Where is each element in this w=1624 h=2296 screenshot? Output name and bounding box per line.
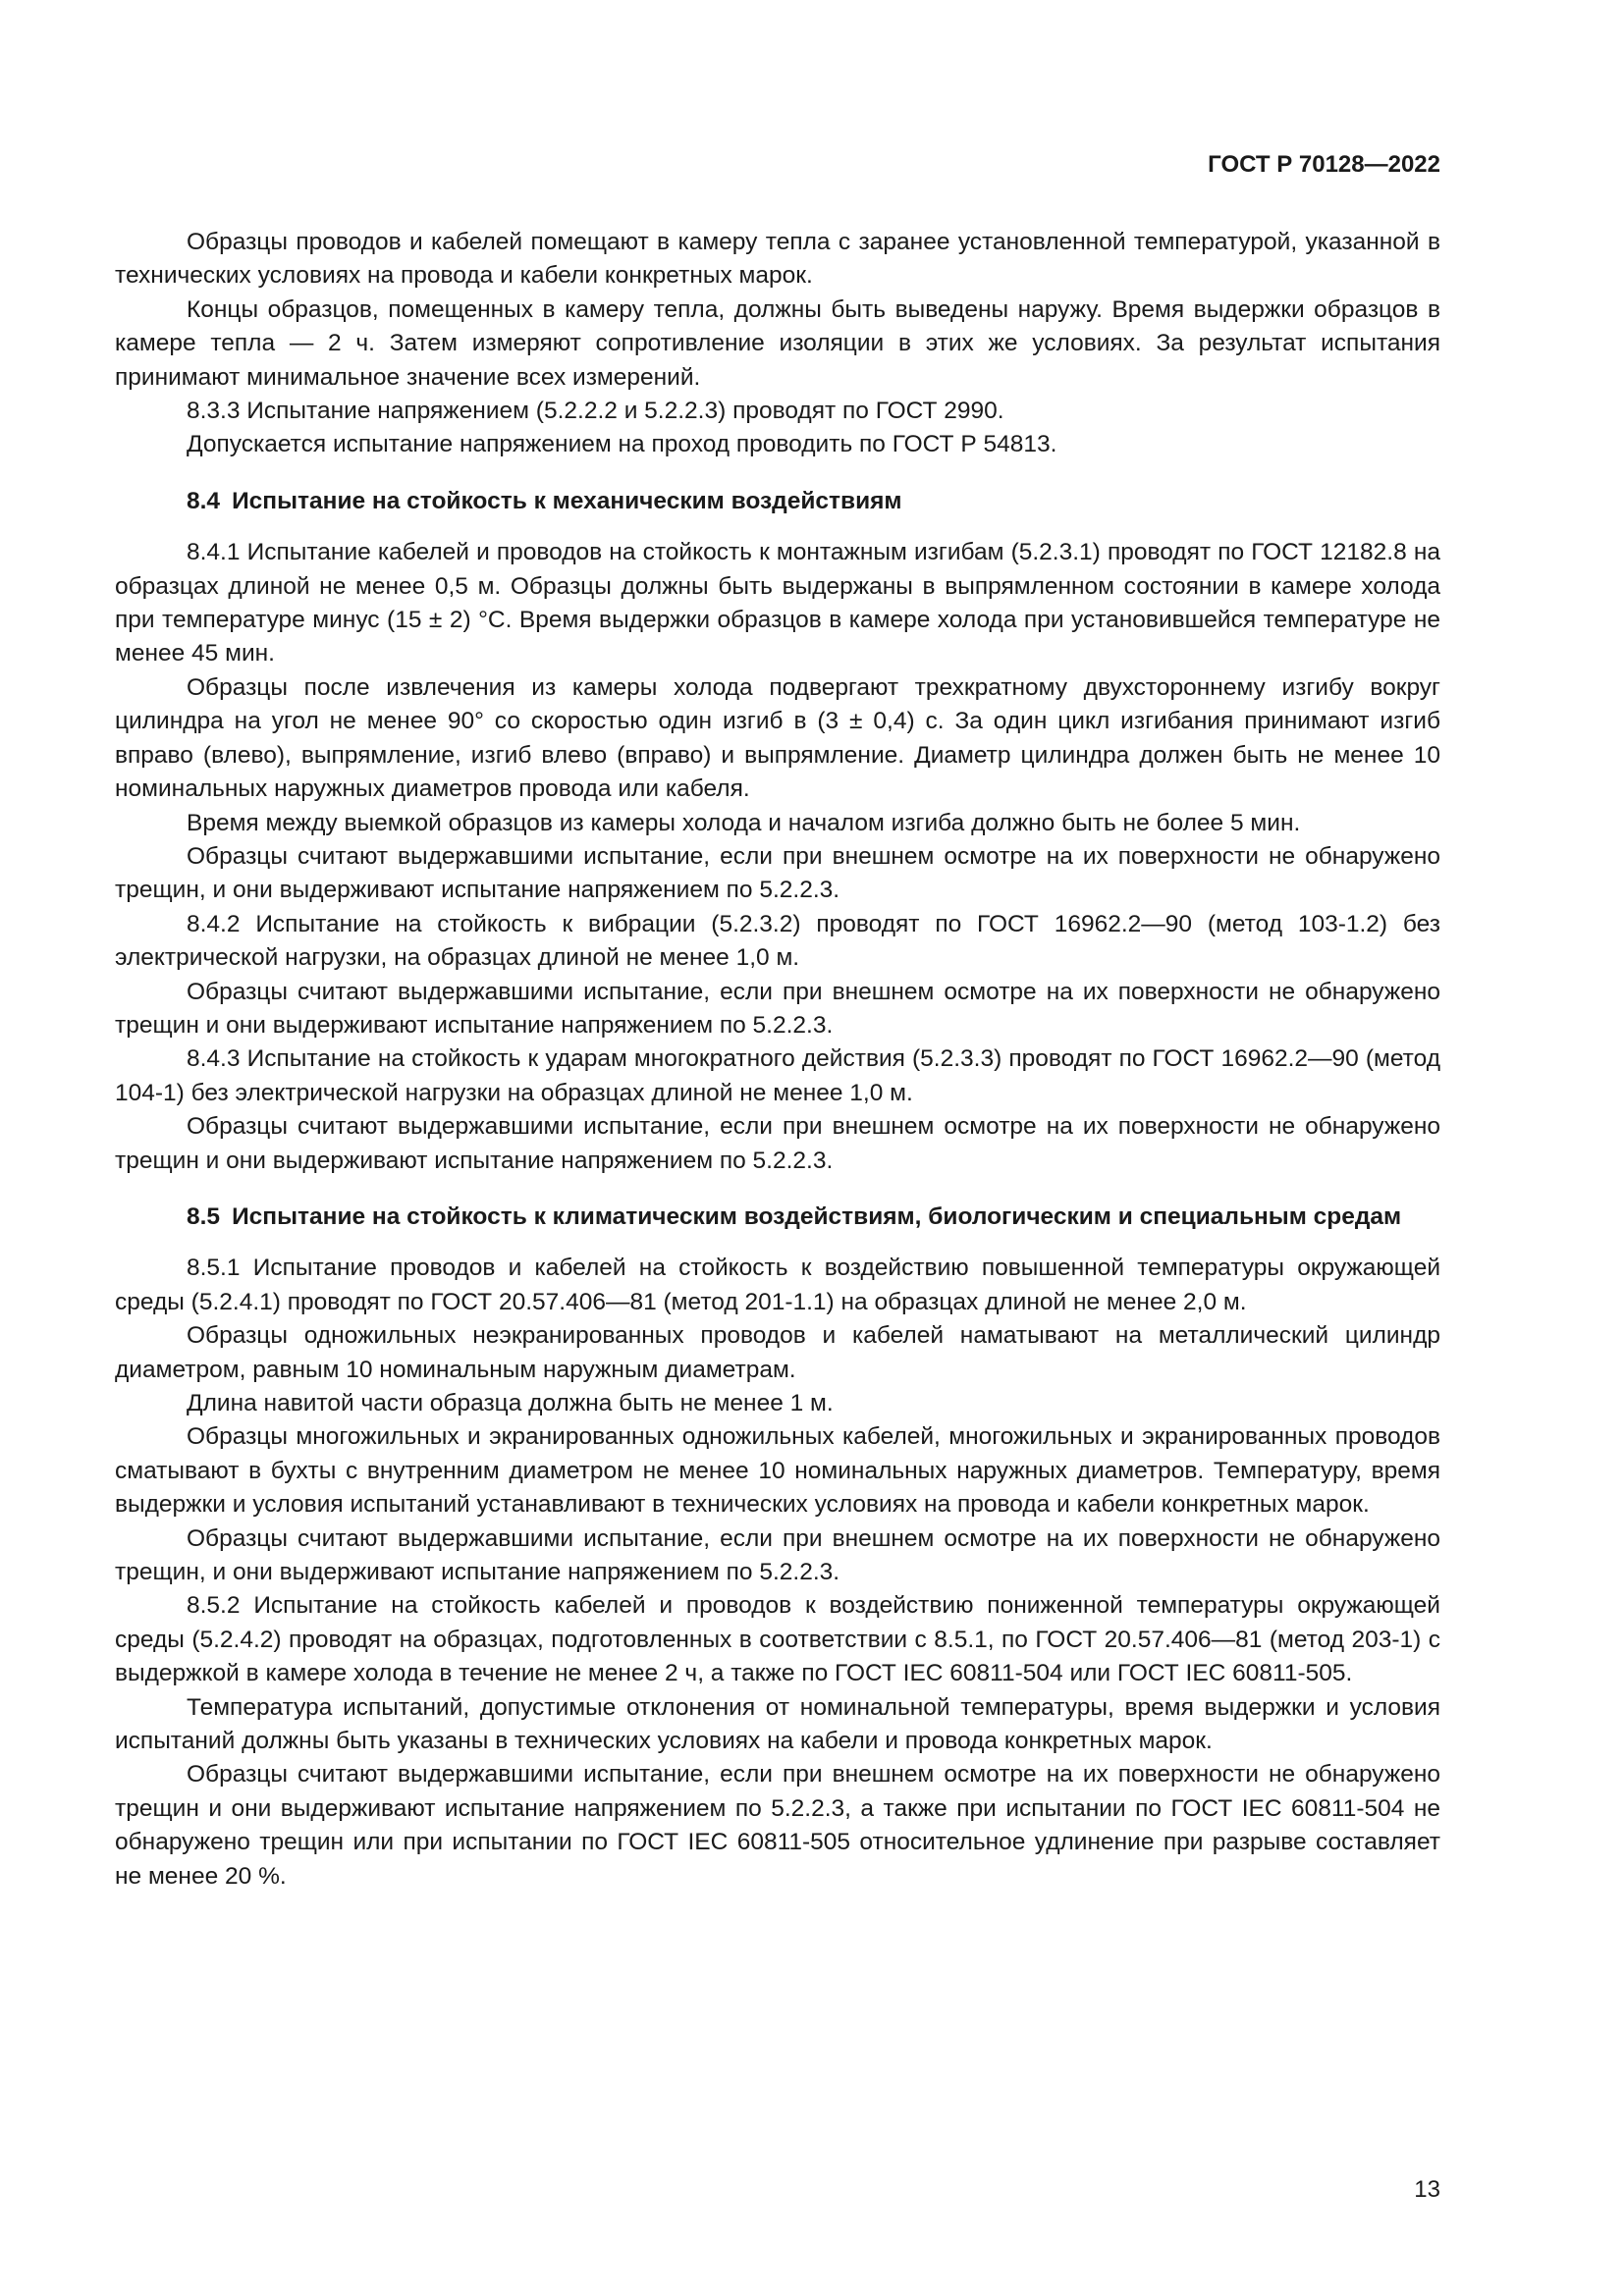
- paragraph: 8.5.2 Испытание на стойкость кабелей и проводов к воздействию пониженной температуры окружающей среды (5.2.4.2) проводят на образцах, подготовленных в соответствии с 8.5.1, по ГОСТ 20.57.406—81 (метод 203-1) с выдержкой в камере холода в течение не менее 2 ч, а также по ГОСТ IEC 60811-504 или ГОСТ IEC 60811-505.: [115, 1592, 1440, 1687]
- document-standard-id: ГОСТ Р 70128—2022: [1208, 151, 1440, 178]
- paragraph: Время между выемкой образцов из камеры холода и началом изгиба должно быть не более 5 мин.: [187, 809, 1301, 836]
- paragraph: 8.4.1 Испытание кабелей и проводов на стойкость к монтажным изгибам (5.2.3.1) проводят по ГОСТ 12182.8 на образцах длиной не менее 0,5 м. Образцы должны быть выдержаны в выпрямленном состоянии в камере холода при температуре минус (15 ± 2) °С. Время выдержки образцов в камере холода при установившейся температуре не менее 45 мин.: [115, 539, 1440, 667]
- paragraph: Допускается испытание напряжением на проход проводить по ГОСТ Р 54813.: [187, 431, 1057, 458]
- paragraph: Образцы считают выдержавшими испытание, если при внешнем осмотре на их поверхности не обнаружено трещин и они выдерживают испытание напряжением по 5.2.2.3.: [115, 1113, 1440, 1174]
- document-body: [115, 226, 1440, 1894]
- paragraph: Образцы многожильных и экранированных одножильных кабелей, многожильных и экранированных проводов сматывают в бухты с внутренним диаметром не менее 10 номинальных наружных диаметров. Температуру, время выдержки и условия испытаний устанавливают в технических условиях на провода и кабели конкретных марок.: [115, 1423, 1440, 1519]
- paragraph: Образцы после извлечения из камеры холода подвергают трехкратному двухстороннему изгибу вокруг цилиндра на угол не менее 90° со скоростью один изгиб в (3 ± 0,4) с. За один цикл изгибания принимают изгиб вправо (влево), выпрямление, изгиб влево (вправо) и выпрямление. Диаметр цилиндра должен быть не менее 10 номинальных наружных диаметров провода или кабеля.: [115, 673, 1440, 803]
- section-number: 8.4: [187, 487, 221, 514]
- paragraph: Длина навитой части образца должна быть не менее 1 м.: [187, 1390, 834, 1416]
- paragraph: Образцы считают выдержавшими испытание, если при внешнем осмотре на их поверхности не обнаружено трещин, и они выдерживают испытание напряжением по 5.2.2.3.: [115, 842, 1440, 904]
- section-heading-8-5: [115, 1201, 1440, 1234]
- paragraph: Образцы считают выдержавшими испытание, если при внешнем осмотре на их поверхности не обнаружено трещин, и они выдерживают испытание напряжением по 5.2.2.3.: [115, 1524, 1440, 1586]
- paragraph: 8.3.3 Испытание напряжением (5.2.2.2 и 5.2.2.3) проводят по ГОСТ 2990.: [187, 398, 1004, 425]
- paragraph: Образцы одножильных неэкранированных проводов и кабелей наматывают на металлический цилиндр диаметром, равным 10 номинальным наружным диаметрам.: [115, 1322, 1440, 1383]
- page-number: 13: [1414, 2176, 1440, 2203]
- section-heading-8-4: [115, 485, 1440, 518]
- section-number: 8.5: [187, 1202, 221, 1230]
- paragraph: Концы образцов, помещенных в камеру тепла, должны быть выведены наружу. Время выдержки образцов в камере тепла — 2 ч. Затем измеряют сопротивление изоляции в этих же условиях. За результат испытания принимают минимальное значение всех измерений.: [115, 295, 1440, 391]
- paragraph: Образцы считают выдержавшими испытание, если при внешнем осмотре на их поверхности не обнаружено трещин и они выдерживают испытание напряжением по 5.2.2.3, а также при испытании по ГОСТ IEC 60811-504 не обнаружено трещин или при испытании по ГОСТ IEC 60811-505 относительное удлинение при разрыве составляет не менее 20 %.: [115, 1761, 1440, 1890]
- section-title: Испытание на стойкость к механическим воздействиям: [232, 487, 902, 514]
- paragraph: Образцы считают выдержавшими испытание, если при внешнем осмотре на их поверхности не обнаружено трещин и они выдерживают испытание напряжением по 5.2.2.3.: [115, 978, 1440, 1039]
- section-title: Испытание на стойкость к климатическим воздействиям, биологическим и специальным средам: [232, 1202, 1402, 1230]
- paragraph: 8.4.3 Испытание на стойкость к ударам многократного действия (5.2.3.3) проводят по ГОСТ 16962.2—90 (метод 104-1) без электрической нагрузки на образцах длиной не менее 1,0 м.: [115, 1045, 1440, 1106]
- paragraph: 8.5.1 Испытание проводов и кабелей на стойкость к воздействию повышенной температуры окружающей среды (5.2.4.1) проводят по ГОСТ 20.57.406—81 (метод 201-1.1) на образцах длиной не менее 2,0 м.: [115, 1255, 1440, 1315]
- paragraph: Температура испытаний, допустимые отклонения от номинальной температуры, время выдержки и условия испытаний должны быть указаны в технических условиях на кабели и провода конкретных марок.: [115, 1693, 1440, 1755]
- paragraph: Образцы проводов и кабелей помещают в камеру тепла с заранее установленной температурой, указанной в технических условиях на провода и кабели конкретных марок.: [115, 229, 1440, 290]
- paragraph: 8.4.2 Испытание на стойкость к вибрации (5.2.3.2) проводят по ГОСТ 16962.2—90 (метод 103-1.2) без электрической нагрузки, на образцах длиной не менее 1,0 м.: [115, 910, 1440, 972]
